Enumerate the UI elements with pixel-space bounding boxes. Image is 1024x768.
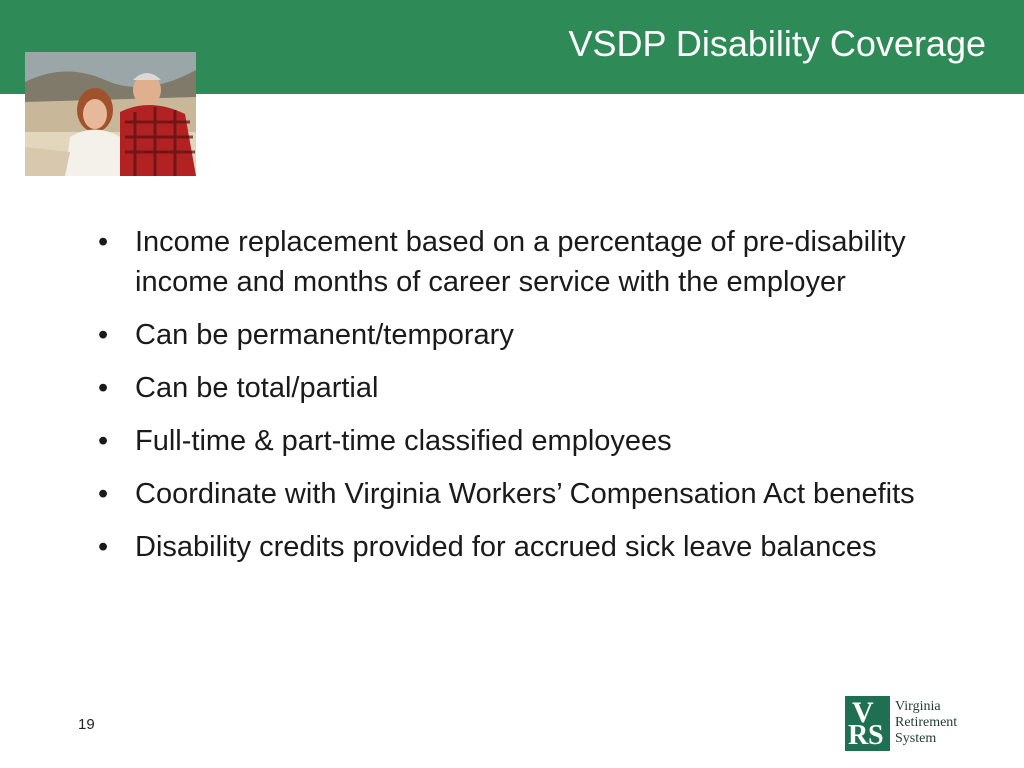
vrs-logo-mark <box>845 696 890 751</box>
bullet-text: Income replacement based on a percentage of pre-disability income and months of career service with the employer <box>135 226 906 298</box>
bullet-dot-icon: • <box>98 226 109 258</box>
bullet-item <box>98 315 938 355</box>
bullet-list <box>98 222 938 580</box>
bullet-item <box>98 222 938 302</box>
bullet-text: Can be total/partial <box>135 372 379 404</box>
bullet-item <box>98 368 938 408</box>
bullet-item <box>98 421 938 461</box>
logo-line-virginia: Virginia <box>895 699 941 714</box>
logo-line-system: System <box>895 731 937 746</box>
bullet-text: Full-time & part-time classified employees <box>135 425 672 457</box>
bullet-dot-icon: • <box>98 372 109 404</box>
bullet-text: Can be permanent/temporary <box>135 319 514 351</box>
photo-illustration <box>25 52 196 176</box>
logo-letter-s: S <box>868 720 884 751</box>
slide-title: VSDP Disability Coverage <box>568 23 986 64</box>
bullet-item <box>98 474 938 514</box>
couple-photo <box>25 52 196 176</box>
page-number: 19 <box>78 716 95 733</box>
bullet-item <box>98 527 938 567</box>
bullet-text: Coordinate with Virginia Workers’ Compensation Act benefits <box>135 478 915 510</box>
bullet-dot-icon: • <box>98 319 109 351</box>
bullet-dot-icon: • <box>98 425 109 457</box>
bullet-text: Disability credits provided for accrued sick leave balances <box>135 531 877 563</box>
logo-letter-v: V <box>852 696 874 729</box>
vrs-logo <box>845 696 975 752</box>
bullet-dot-icon: • <box>98 478 109 510</box>
logo-letter-r: R <box>848 720 869 751</box>
logo-line-retirement: Retirement <box>895 715 958 730</box>
bullet-dot-icon: • <box>98 531 109 563</box>
vrs-logo-text <box>895 699 957 747</box>
